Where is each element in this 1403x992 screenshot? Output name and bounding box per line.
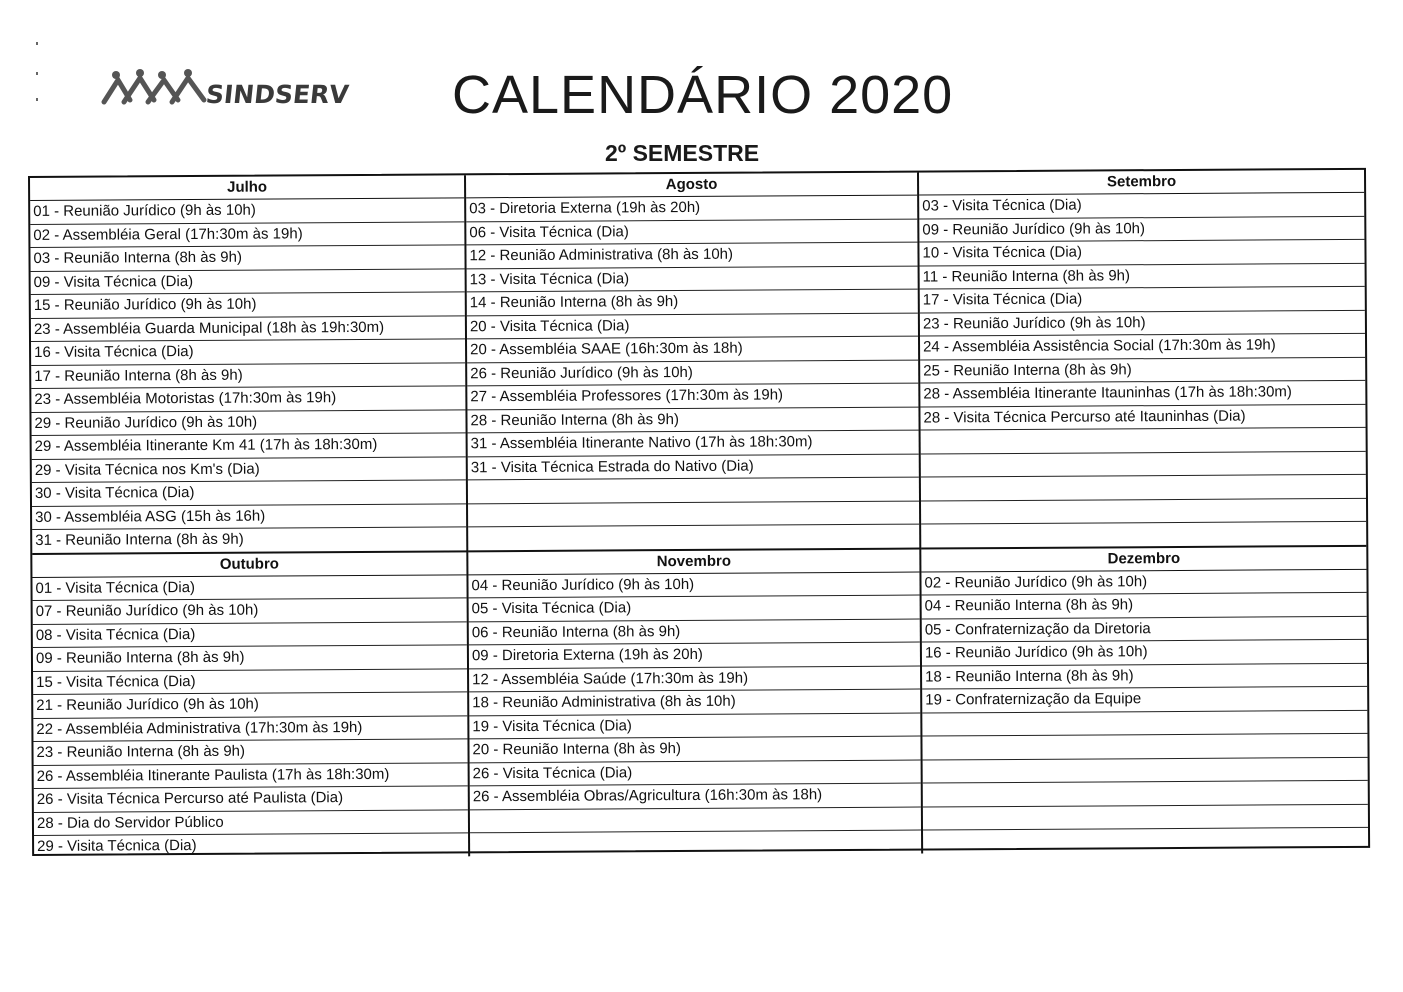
event-row: 11 - Reunião Interna (8h às 9h) [920,263,1365,289]
event-row: 28 - Visita Técnica Percurso até Itauninhas (Dia) [920,404,1365,430]
event-row: 05 - Confraternização da Diretoria [922,616,1367,642]
event-row: 17 - Reunião Interna (8h às 9h) [31,363,465,389]
scan-speck [36,72,38,75]
event-row [921,522,1366,547]
event-row: 26 - Reunião Jurídico (9h às 10h) [467,360,918,386]
event-row: 29 - Visita Técnica (Dia) [37,836,197,855]
event-row: 28 - Assembléia Itinerante Itauninhas (17h às 18h:30m) [920,381,1365,407]
month-julho [30,175,468,554]
event-row: 25 - Reunião Interna (8h às 9h) [920,357,1365,383]
event-row: 26 - Assembléia Obras/Agricultura (16h:30m às 18h) [470,784,921,810]
event-row [923,804,1368,830]
event-row: 31 - Assembléia Itinerante Nativo (17h às 18h:30m) [468,431,919,457]
event-row: 19 - Confraternização da Equipe [922,687,1367,713]
event-row: 20 - Assembléia SAAE (16h:30m às 18h) [467,337,918,363]
month-header: Dezembro [921,546,1366,572]
event-row [468,478,919,504]
event-row: 23 - Assembléia Guarda Municipal (18h às 19h:30m) [31,316,465,342]
event-row: 10 - Visita Técnica (Dia) [919,240,1364,266]
event-row: 28 - Dia do Servidor Público [34,810,468,836]
event-row [470,807,921,833]
event-row: 15 - Visita Técnica (Dia) [33,669,467,695]
event-row [921,475,1366,501]
event-row: 27 - Assembléia Professores (17h:30m às 19h) [467,384,918,410]
event-row: 31 - Reunião Interna (8h às 9h) [35,530,244,549]
month-header: Setembro [919,170,1364,196]
month-dezembro [921,546,1368,853]
event-row: 20 - Reunião Interna (8h às 9h) [469,737,920,763]
event-row: 06 - Visita Técnica (Dia) [466,219,917,245]
event-row: 26 - Assembléia Itinerante Paulista (17h às 18h:30m) [34,763,468,789]
event-row: 30 - Assembléia ASG (15h às 16h) [32,504,466,530]
event-row: 29 - Visita Técnica nos Km's (Dia) [32,457,466,483]
event-row: 09 - Visita Técnica (Dia) [31,269,465,295]
event-row: 04 - Reunião Jurídico (9h às 10h) [468,572,919,598]
event-row [922,710,1367,736]
event-row: 24 - Assembléia Assistência Social (17h:30m às 19h) [920,334,1365,360]
event-row: 09 - Diretoria Externa (19h às 20h) [469,643,920,669]
page-title: CALENDÁRIO 2020 [452,65,954,125]
calendar-table [28,168,1370,856]
event-row [922,734,1367,760]
event-row [923,828,1368,853]
event-row: 23 - Assembléia Motoristas (17h:30m às 19h) [31,386,465,412]
scan-speck [36,42,38,45]
event-row: 29 - Assembléia Itinerante Km 41 (17h às 18h:30m) [32,433,466,459]
event-row [921,498,1366,524]
logo-text: SINDSERV [204,80,351,109]
event-row: 22 - Assembléia Administrativa (17h:30m às 19h) [33,716,467,742]
event-row: 29 - Reunião Jurídico (9h às 10h) [31,410,465,436]
event-row: 13 - Visita Técnica (Dia) [467,266,918,292]
event-row [468,501,919,527]
people-figures-icon [100,68,210,112]
event-row: 31 - Visita Técnica Estrada do Nativo (Dia) [468,454,919,480]
event-row [468,525,919,550]
event-row [923,757,1368,783]
event-row: 09 - Reunião Interna (8h às 9h) [33,645,467,671]
event-row: 07 - Reunião Jurídico (9h às 10h) [33,598,467,624]
event-row: 12 - Reunião Administrativa (8h às 10h) [466,243,917,269]
scan-speck [36,98,38,101]
event-row: 08 - Visita Técnica (Dia) [33,622,467,648]
event-row: 26 - Visita Técnica (Dia) [470,760,921,786]
event-row: 03 - Visita Técnica (Dia) [919,193,1364,219]
event-row: 16 - Reunião Jurídico (9h às 10h) [922,640,1367,666]
month-novembro [468,549,923,856]
sindserv-logo [100,68,360,112]
event-row: 18 - Reunião Interna (8h às 9h) [922,663,1367,689]
event-row: 01 - Reunião Jurídico (9h às 10h) [30,198,464,224]
event-row: 21 - Reunião Jurídico (9h às 10h) [33,692,467,718]
month-header: Outubro [32,552,466,578]
event-row: 04 - Reunião Interna (8h às 9h) [922,593,1367,619]
event-row: 14 - Reunião Interna (8h às 9h) [467,290,918,316]
event-row: 15 - Reunião Jurídico (9h às 10h) [31,292,465,318]
event-row [921,451,1366,477]
event-row: 05 - Visita Técnica (Dia) [469,596,920,622]
event-row: 01 - Visita Técnica (Dia) [32,575,466,601]
event-row: 23 - Reunião Interna (8h às 9h) [33,739,467,765]
event-row: 18 - Reunião Administrativa (8h às 10h) [469,690,920,716]
event-row: 28 - Reunião Interna (8h às 9h) [467,407,918,433]
event-row: 16 - Visita Técnica (Dia) [31,339,465,365]
event-row: 02 - Reunião Jurídico (9h às 10h) [921,569,1366,595]
event-row: 30 - Visita Técnica (Dia) [32,480,466,506]
event-row: 09 - Reunião Jurídico (9h às 10h) [919,216,1364,242]
event-row: 02 - Assembléia Geral (17h:30m às 19h) [30,222,464,248]
event-row: 06 - Reunião Interna (8h às 9h) [469,619,920,645]
page-subtitle: 2º SEMESTRE [605,140,760,166]
event-row [470,831,921,856]
month-header: Novembro [468,549,919,575]
month-setembro [919,170,1366,549]
month-agosto [466,173,921,552]
month-outubro [32,552,470,859]
month-header: Julho [30,175,464,201]
event-row: 20 - Visita Técnica (Dia) [467,313,918,339]
event-row: 26 - Visita Técnica Percurso até Paulista (Dia) [34,786,468,812]
event-row: 12 - Assembléia Saúde (17h:30m às 19h) [469,666,920,692]
event-row: 19 - Visita Técnica (Dia) [469,713,920,739]
event-row: 03 - Diretoria Externa (19h às 20h) [466,196,917,222]
event-row: 17 - Visita Técnica (Dia) [920,287,1365,313]
event-row: 03 - Reunião Interna (8h às 9h) [30,245,464,271]
event-row: 23 - Reunião Jurídico (9h às 10h) [920,310,1365,336]
event-row [923,781,1368,807]
month-header: Agosto [466,173,917,199]
event-row [921,428,1366,454]
